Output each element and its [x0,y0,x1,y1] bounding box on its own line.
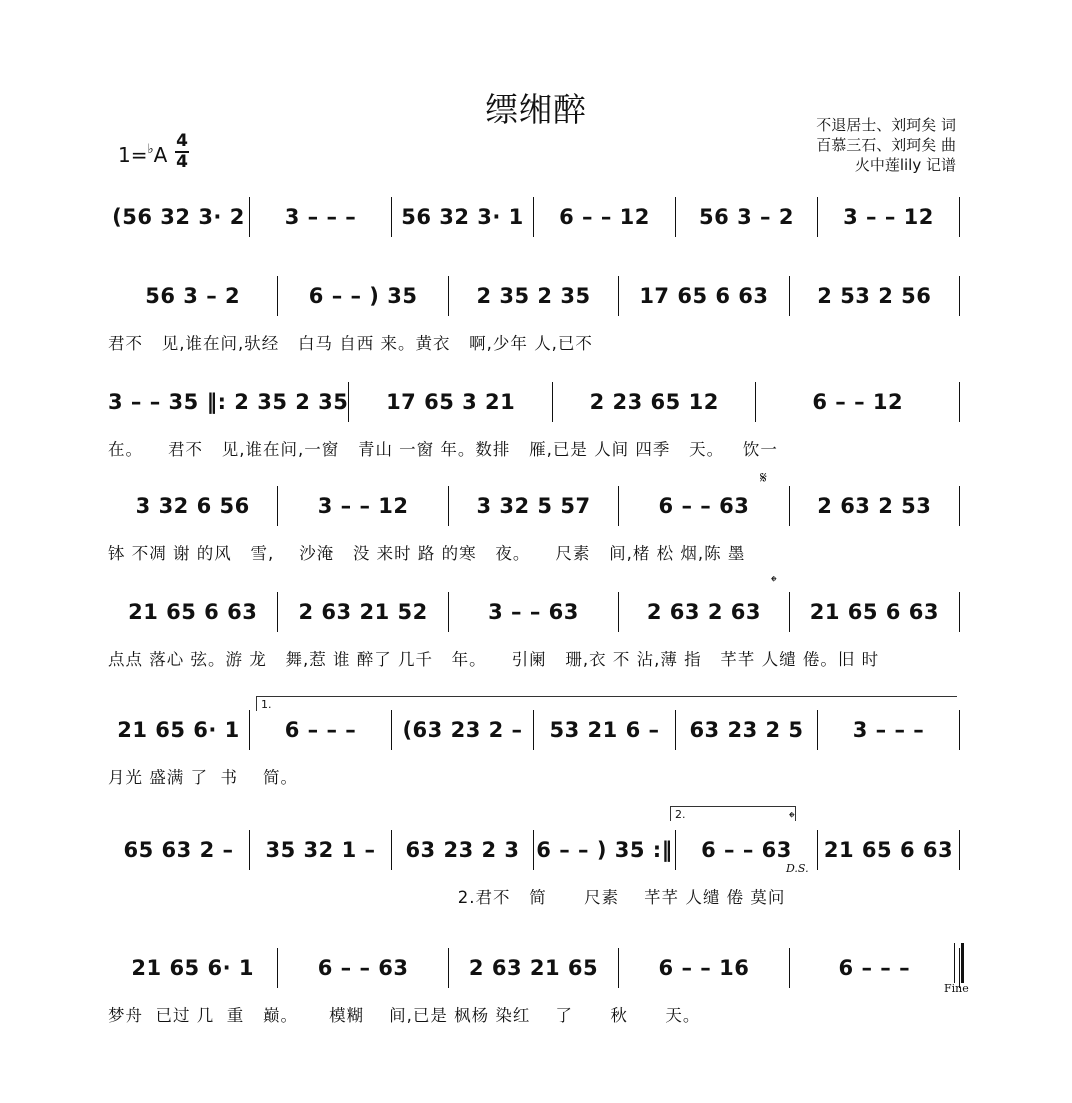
score-system [108,193,960,283]
lyrics-line: 在。 君不 见,谁在问,一窗 青山 一窗 年。数排 雁,已是 人间 四季 天。 饮一 [108,440,778,459]
measure: 2 63 21 52 [298,600,428,624]
segno-icon: 𝄋 [760,468,767,487]
measure: 21 65 6· 1 [131,956,254,980]
notes-row [108,378,960,426]
measure: 3 – – 35 ‖: 2 35 2 35 [108,390,349,414]
measure: 3 – – 63 [488,600,579,624]
key-label: 1=♭A [118,142,168,167]
notes-row [108,588,960,636]
time-signature-top: 4 [176,131,188,151]
measure: 6 – – – [838,956,911,980]
lyrics-line: 月光 盛满 了 书 简。 [108,768,298,787]
score-system [108,706,960,796]
score-system [108,272,960,362]
measure: 6 – – 63 [317,956,409,980]
lyrics-line: 钵 不凋 谢 的风 雪, 沙淹 没 来时 路 的寒 夜。 尺素 间,楮 松 烟,陈 墨 [108,544,746,563]
measure: 56 32 3· 1 [401,205,524,229]
lyrics-line: 点点 落心 弦。游 龙 舞,惹 谁 醉了 几千 年。 引阑 珊,衣 不 沾,薄 指 芊芊 人缱 倦。旧 时 [108,650,880,669]
song-title: 缥缃醉 [485,90,587,129]
barline [959,710,960,750]
notes-row [108,944,960,992]
notes-row [108,706,960,754]
measure: 17 65 6 63 [639,284,769,308]
measure: 6 – – 63 [701,838,792,862]
time-signature-bottom: 4 [176,152,188,172]
final-barline [954,943,964,983]
measure: 2 63 2 63 [646,600,761,624]
measure: (56 32 3· 2 [112,205,245,229]
notes-row [108,272,960,320]
barline [959,197,960,237]
measure: 56 3 – 2 [145,284,241,308]
lyrics-line: 梦舟 已过 几 重 巅。 模糊 间,已是 枫杨 染红 了 秋 天。 [108,1006,701,1025]
measure: 53 21 6 – [549,718,660,742]
barline [959,382,960,422]
measure: 6 – – 12 [812,390,904,414]
transcriber-credit: 火中莲lily 记谱 [854,156,956,174]
measure: 63 23 2 3 [405,838,520,862]
score-system [108,826,960,916]
notes-row [108,482,960,530]
measure: 17 65 3 21 [386,390,516,414]
measure: 6 – – 63 [658,494,750,518]
measure: 65 63 2 – [123,838,234,862]
fine-mark: Fine [944,982,969,995]
first-ending-bracket: 1. [256,696,957,711]
measure: (63 23 2 – [402,718,523,742]
measure: 21 65 6 63 [128,600,258,624]
lyricist-credit: 不退居士、刘珂矣 词 [816,116,956,134]
barline [959,486,960,526]
notes-row [108,826,960,874]
measure: 21 65 6 63 [823,838,954,862]
ds-mark: D.S. [786,862,809,875]
time-signature [174,132,190,172]
measure: 3 – – 12 [843,205,934,229]
measure: 2 23 65 12 [589,390,719,414]
score-system [108,482,960,572]
score-system [108,944,960,1034]
measure: 6 – – – [284,718,357,742]
barline [959,592,960,632]
composer-credit: 百慕三石、刘珂矣 曲 [816,136,956,154]
measure: 63 23 2 5 [689,718,804,742]
measure: 35 32 1 – [265,838,376,862]
measure: 3 32 5 57 [476,494,591,518]
measure: 21 65 6· 1 [117,718,240,742]
coda-icon-2: 𝄌 [789,808,795,827]
measure: 3 – – – [284,205,357,229]
measure: 3 – – – [852,718,925,742]
measure: 6 – – ) 35 :‖ [536,838,673,862]
measure: 2 53 2 56 [817,284,932,308]
measure: 2 63 2 53 [817,494,932,518]
second-ending-bracket: 2. [670,806,796,821]
measure: 6 – – 16 [658,956,750,980]
barline [959,276,960,316]
measure: 3 32 6 56 [135,494,250,518]
measure: 6 – – ) 35 [308,284,418,308]
score-system [108,588,960,678]
lyrics-line: 2.君不 简 尺素 芊芊 人缱 倦 莫问 [108,888,786,907]
notes-row [108,193,960,241]
barline [959,830,960,870]
measure: 6 – – 12 [559,205,650,229]
credits [816,115,956,175]
measure: 2 63 21 65 [468,956,599,980]
measure: 2 35 2 35 [476,284,591,308]
measure: 3 – – 12 [317,494,409,518]
score-system [108,378,960,468]
measure: 21 65 6 63 [809,600,939,624]
lyrics-line: 君不 见,谁在问,驮经 白马 自西 来。黄衣 啊,少年 人,已不 [108,334,593,353]
measure: 56 3 – 2 [699,205,794,229]
coda-icon: 𝄌 [771,572,777,591]
